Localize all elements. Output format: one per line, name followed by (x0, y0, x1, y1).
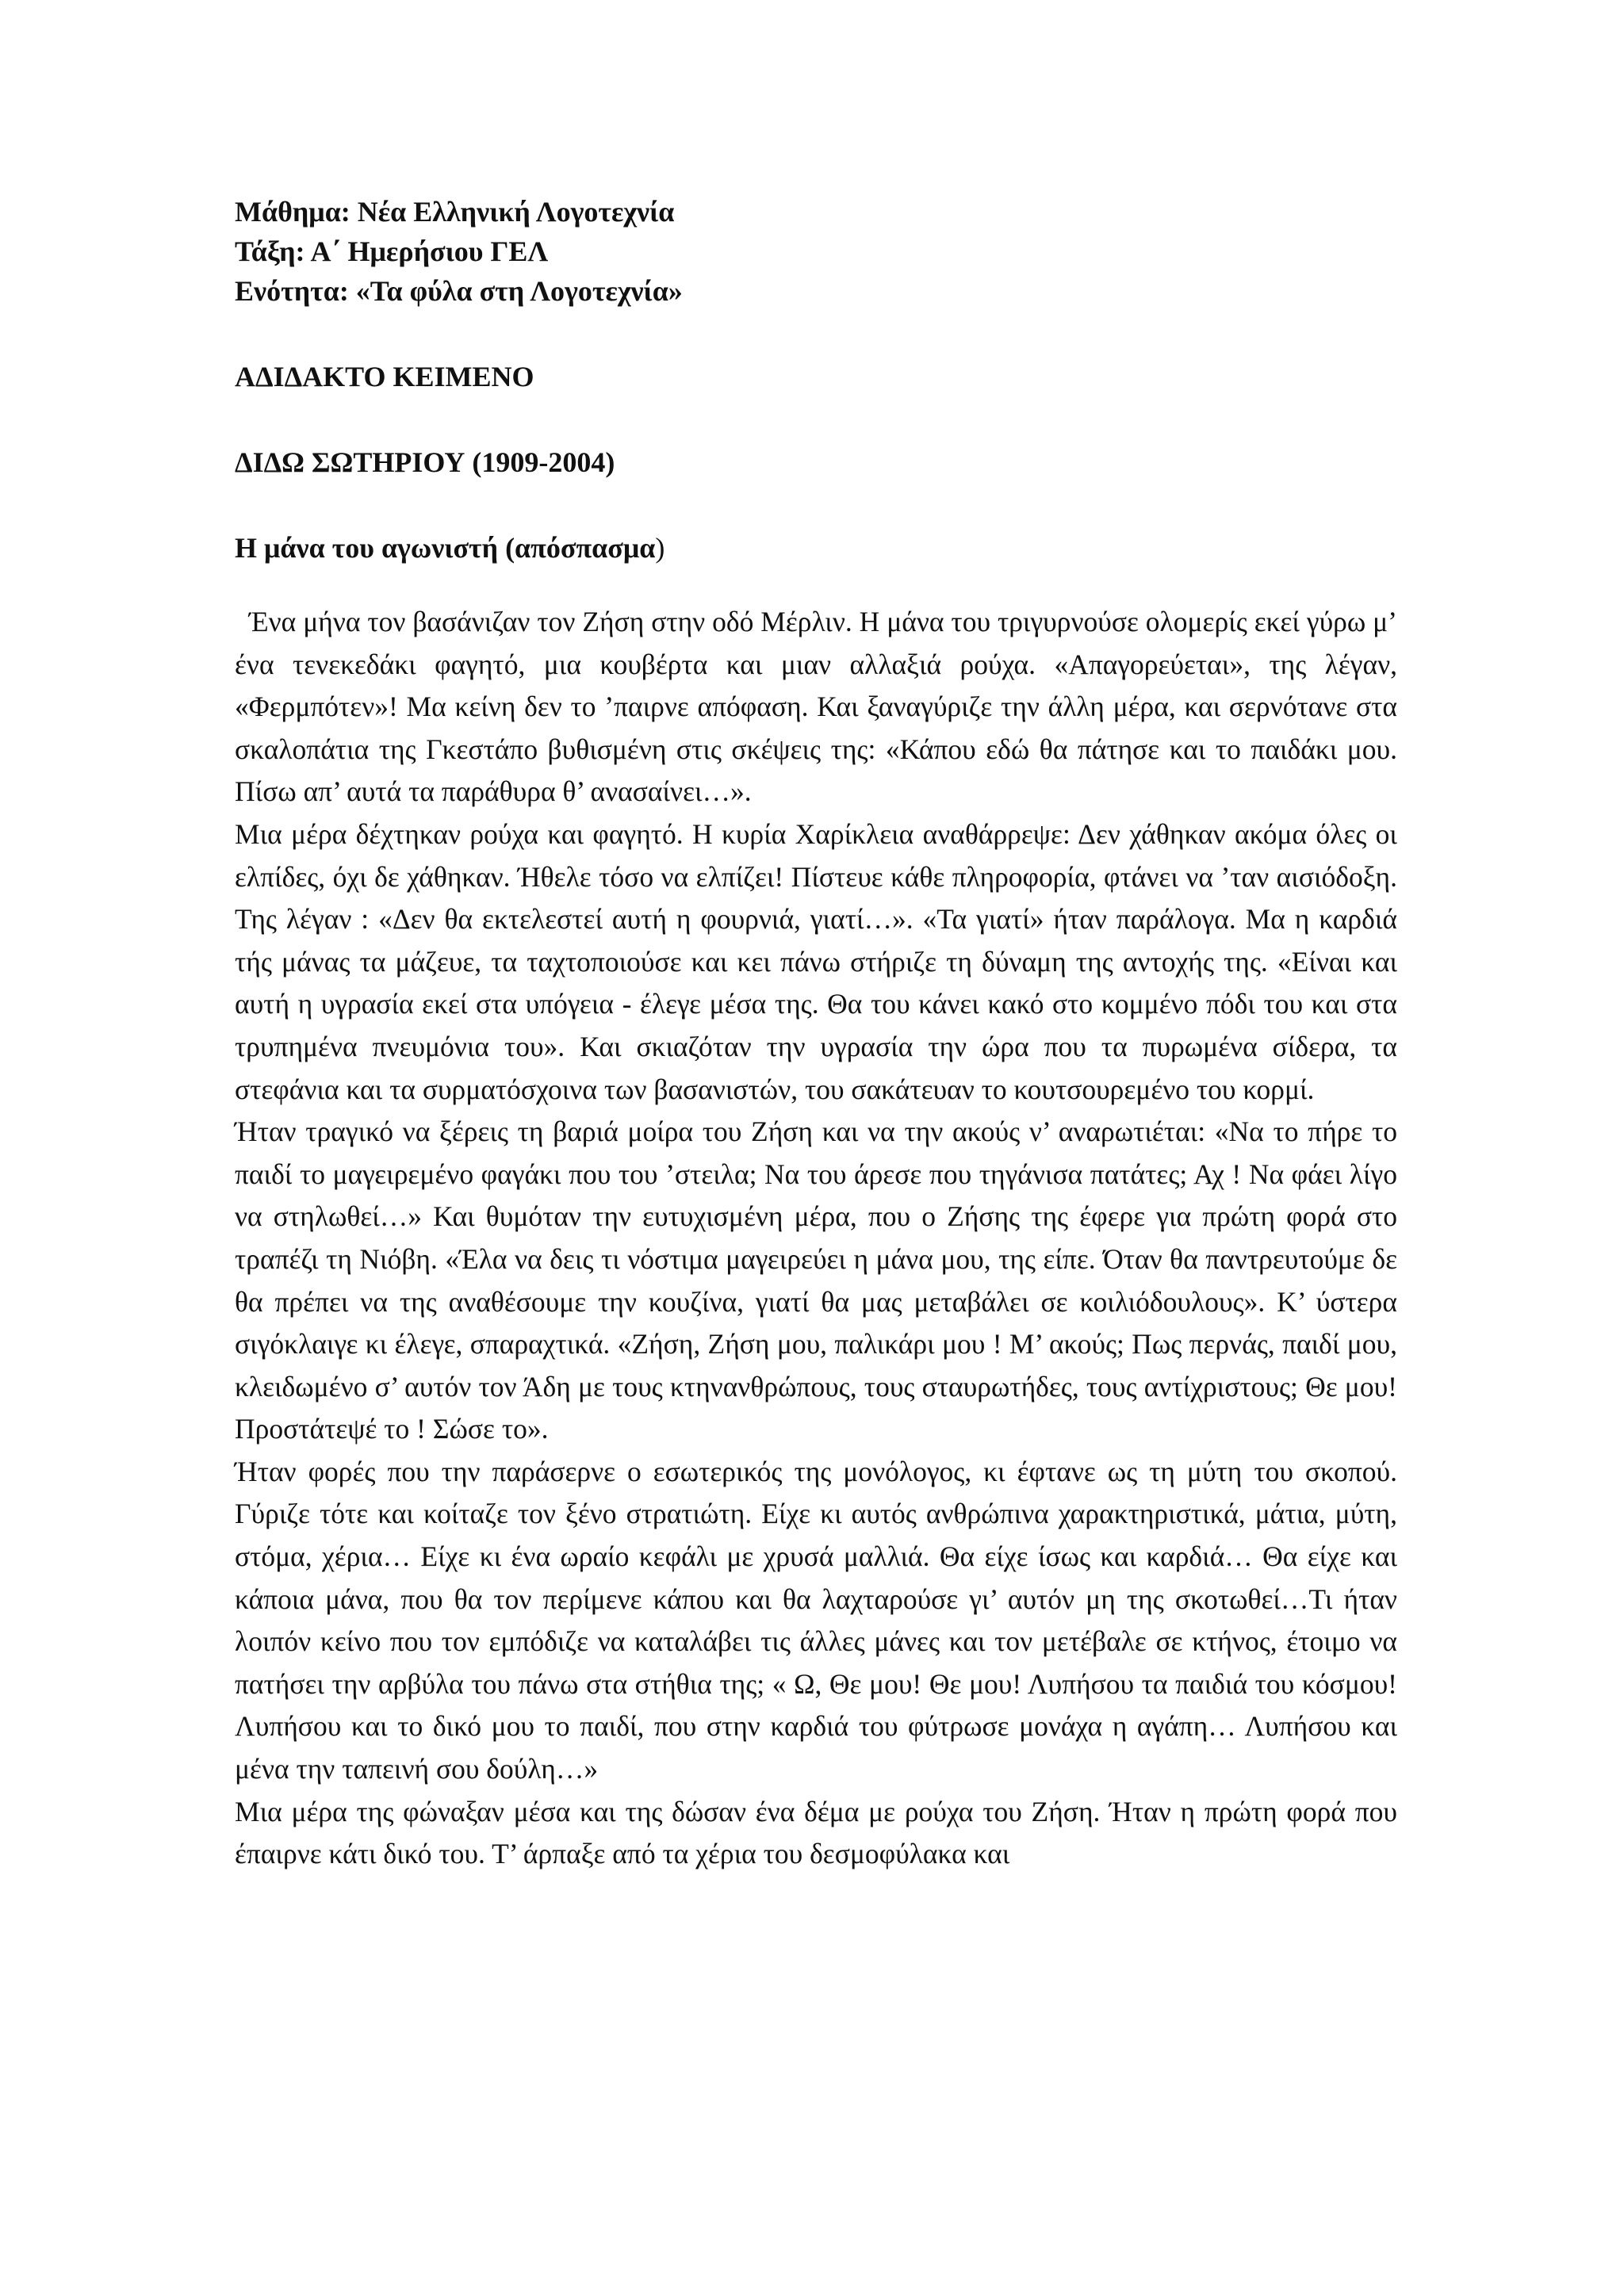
paragraph-1: Ένα μήνα τον βασάνιζαν τον Ζήση στην οδό Μέρλιν. Η μάνα του τριγυρνούσε ολομερίς εκεί γύρω μ’ ένα τενεκεδάκι φαγητό, μια κουβέρτα και μιαν αλλαξιά ρούχα. «Απαγορεύεται», της λέγαν, «Φερμπότεν»! Μα κείνη δεν το ’παιρνε απόφαση. Και ξαναγύριζε την άλλη μέρα, και σερνότανε στα σκαλοπάτια της Γκεστάπο βυθισμένη στις σκέψεις της: «Κάπου εδώ θα πάτησε και το παιδάκι μου. Πίσω απ’ αυτά τα παράθυρα θ’ ανασαίνει…». (235, 606, 1397, 808)
work-title (235, 528, 1397, 568)
section-label: ΑΔΙΔΑΚΤΟ ΚΕΙΜΕΝΟ (235, 361, 534, 392)
course-line: Μάθημα: Νέα Ελληνική Λογοτεχνία (235, 196, 675, 228)
grade-line: Τάξη: Α΄ Ημερήσιου ΓΕΛ (235, 235, 549, 267)
spacer (235, 396, 1397, 442)
spacer (235, 482, 1397, 528)
work-title-close: ) (655, 532, 665, 564)
spacer (235, 568, 1397, 601)
work-title-text: Η μάνα του αγωνιστή (απόσπασμα (235, 532, 656, 564)
unit-line: Ενότητα: «Τα φύλα στη Λογοτεχνία» (235, 275, 683, 307)
paragraph-3: Ήταν τραγικό να ξέρεις τη βαριά μοίρα του Ζήση και να την ακούς ν’ αναρωτιέται: «Να το πήρε το παιδί το μαγειρεμένο φαγάκι που του ’στειλα; Να του άρεσε που τηγάνισα πατάτες; Αχ ! Να φάει λίγο να στηλωθεί…» Και θυμόταν την ευτυχισμένη μέρα, που ο Ζήσης της έφερε για πρώτη φορά στο τραπέζι τη Νιόβη. «Έλα να δεις τι νόστιμα μαγειρεύει η μάνα μου, της είπε. Όταν θα παντρευτούμε δε θα πρέπει να της αναθέσουμε την κουζίνα, γιατί θα μας μεταβάλει σε κοιλιόδουλους». Κ’ ύστερα σιγόκλαιγε κι έλεγε, σπαραχτικά. «Ζήση, Ζήση μου, παλικάρι μου ! Μ’ ακούς; Πως περνάς, παιδί μου, κλειδωμένο σ’ αυτόν τον Άδη με τους κτηνανθρώπους, τους σταυρωτήδες, τους αντίχριστους; Θε μου! Προστάτεψέ το ! Σώσε το». (235, 1115, 1397, 1445)
document-content (235, 192, 1397, 1876)
author-heading: ΔΙΔΩ ΣΩΤΗΡΙΟΥ (1909-2004) (235, 446, 615, 478)
paragraph-4: Ήταν φορές που την παράσερνε ο εσωτερικός της μονόλογος, κι έφτανε ως τη μύτη του σκοπού. Γύριζε τότε και κοίταζε τον ξένο στρατιώτη. Είχε κι αυτός ανθρώπινα χαρακτηριστικά, μάτια, μύτη, στόμα, χέρια… Είχε κι ένα ωραίο κεφάλι με χρυσά μαλλιά. Θα είχε ίσως και καρδιά… Θα είχε και κάποια μάνα, που θα τον περίμενε κάπου και θα λαχταρούσε γι’ αυτόν μη της σκοτωθεί…Τι ήταν λοιπόν κείνο που τον εμπόδιζε να καταλάβει τις άλλες μάνες και τον μετέβαλε σε κτήνος, έτοιμο να πατήσει την αρβύλα του πάνω στα στήθια της; « Ω, Θε μου! Θε μου! Λυπήσου τα παιδιά του κόσμου! Λυπήσου και το δικό μου το παιδί, που στην καρδιά του φύτρωσε μονάχα η αγάπη… Λυπήσου και μένα την ταπεινή σου δούλη…» (235, 1455, 1397, 1785)
paragraph-2: Μια μέρα δέχτηκαν ρούχα και φαγητό. Η κυρία Χαρίκλεια αναθάρρεψε: Δεν χάθηκαν ακόμα όλες οι ελπίδες, όχι δε χάθηκαν. Ήθελε τόσο να ελπίζει! Πίστευε κάθε πληροφορία, φτάνει να ’ταν αισιόδοξη. Της λέγαν : «Δεν θα εκτελεστεί αυτή η φουρνιά, γιατί…». «Τα γιατί» ήταν παράλογα. Μα η καρδιά τής μάνας τα μάζευε, τα ταχτοποιούσε και κει πάνω στήριζε τη δύναμη της αντοχής της. «Είναι και αυτή η υγρασία εκεί στα υπόγεια - έλεγε μέσα της. Θα του κάνει κακό στο κομμένο πόδι του και στα τρυπημένα πνευμόνια του». Και σκιαζόταν την υγρασία την ώρα που τα πυρωμένα σίδερα, τα στεφάνια και τα συρματόσχοινα των βασανιστών, του σακάτευαν το κουτσουρεμένο του κορμί. (235, 817, 1397, 1105)
spacer (235, 311, 1397, 357)
paragraph-5: Μια μέρα της φώναξαν μέσα και της δώσαν ένα δέμα με ρούχα του Ζήση. Ήταν η πρώτη φορά που έπαιρνε κάτι δικό του. Τ’ άρπαξε από τα χέρια του δεσμοφύλακα και (235, 1795, 1397, 1870)
